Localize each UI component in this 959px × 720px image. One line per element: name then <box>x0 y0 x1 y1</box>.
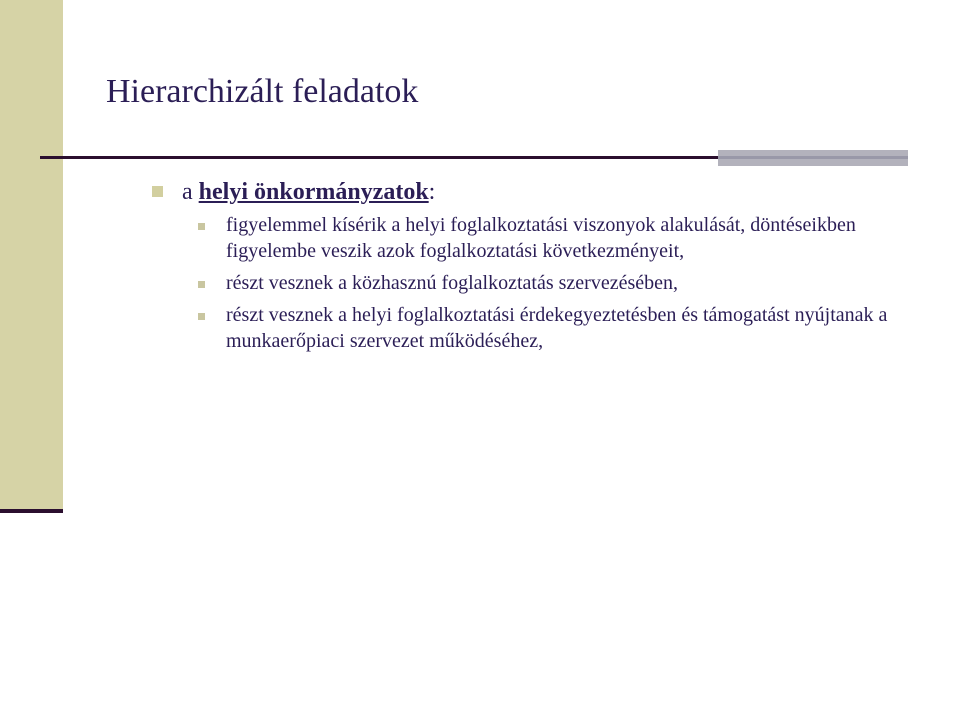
left-decorative-bar <box>0 0 63 511</box>
title-underline-rule <box>40 156 720 159</box>
small-square-bullet-icon <box>198 223 205 230</box>
level2-bullet-item <box>198 212 932 264</box>
left-bar-bottom-edge <box>0 509 63 513</box>
level2-item-text: figyelemmel kísérik a helyi foglalkoztatási viszonyok alakulását, döntéseikben figyelembe veszik azok foglalkoztatási következményeit, <box>226 214 856 262</box>
square-bullet-icon <box>152 186 163 197</box>
level2-item-text: részt vesznek a közhasznú foglalkoztatás szervezésében, <box>226 272 679 294</box>
small-square-bullet-icon <box>198 313 205 320</box>
level1-suffix: : <box>428 179 436 205</box>
title-rule-accent-line <box>718 156 908 159</box>
level2-bullet-item <box>198 270 932 296</box>
level2-bullet-item <box>198 302 932 354</box>
slide-body <box>152 176 932 360</box>
slide-title: Hierarchizált feladatok <box>106 73 419 110</box>
level1-keyword: helyi önkormányzatok <box>198 179 429 205</box>
small-square-bullet-icon <box>198 281 205 288</box>
level1-prefix: a <box>182 179 199 205</box>
level2-item-text: részt vesznek a helyi foglalkoztatási érdekegyeztetésben és támogatást nyújtanak a munkaerőpiaci szervezet működéséhez, <box>226 304 888 352</box>
level1-bullet-item <box>152 176 932 208</box>
